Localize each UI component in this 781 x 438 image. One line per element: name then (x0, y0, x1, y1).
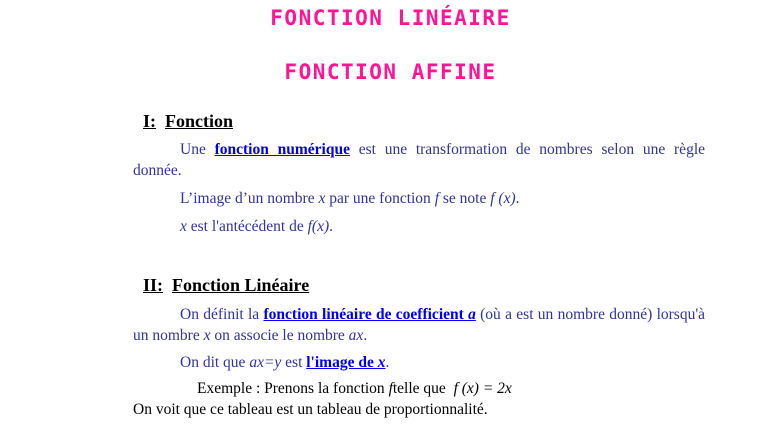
link-text[interactable]: l'image de (306, 354, 378, 371)
text-run: telle que (392, 380, 454, 397)
text-run: Une (180, 141, 215, 158)
math-var: f (434, 190, 439, 207)
math-var[interactable]: a (468, 306, 476, 323)
paragraph-image-notation (133, 188, 705, 209)
paragraph-exemple (133, 378, 705, 399)
paragraph-antecedent (133, 216, 705, 237)
section-number: II: (143, 275, 164, 295)
text-run: Exemple : Prenons la fonction (197, 380, 389, 397)
paragraph-definition-lineaire (133, 304, 705, 346)
math-var: x (180, 218, 187, 235)
section-heading-label: Fonction Linéaire (172, 275, 310, 295)
text-run: On dit que (180, 354, 250, 371)
text-run: . (515, 190, 520, 207)
math-var[interactable]: x (377, 354, 386, 371)
math-var: x (318, 190, 326, 207)
link-image-de-x[interactable] (306, 354, 385, 371)
link-fonction-numerique[interactable]: fonction numérique (214, 141, 350, 158)
math-expression: ax (348, 327, 364, 344)
text-run: (où a est un nombre donné) lorsqu'à un nombre (133, 306, 706, 344)
text-run: L’image d’un nombre (180, 190, 319, 207)
paragraph-image-de-x (133, 352, 705, 373)
section-heading-fonction (143, 109, 705, 133)
page-title-main: FONCTION LINÉAIRE (270, 6, 511, 30)
text-run: est (281, 354, 307, 371)
text-run: . (329, 218, 333, 235)
lesson-content (133, 109, 705, 420)
section-heading-fonction-lineaire (143, 273, 705, 297)
paragraph-proportionnalite (133, 399, 705, 420)
page-title-sub: FONCTION AFFINE (284, 60, 497, 84)
section-heading-label: Fonction (165, 111, 234, 131)
text-run: On voit que ce tableau est un tableau de proportionnalité. (133, 401, 488, 418)
math-expression: f(x) (307, 218, 330, 235)
text-run: . (363, 327, 368, 344)
math-expression: f (x) (490, 190, 516, 207)
text-run: On définit la (180, 306, 264, 323)
text-run: par une fonction (325, 190, 435, 207)
link-fonction-lineaire-coefficient[interactable] (264, 306, 476, 323)
text-run: on associe le nombre (210, 327, 349, 344)
section-number: I: (143, 111, 156, 131)
math-expression: ax=y (249, 354, 282, 371)
math-expression: f (x) = 2x (453, 380, 512, 397)
link-text[interactable]: fonction linéaire de coefficient (263, 306, 469, 323)
math-var: x (203, 327, 211, 344)
text-run: est une transformation de nombres selon une règle donnée. (133, 141, 705, 179)
text-run: . (385, 354, 390, 371)
math-var: f (388, 380, 393, 397)
text-run: est l'antécédent de (186, 218, 308, 235)
paragraph-definition-fonction (133, 139, 705, 181)
text-run: se note (439, 190, 491, 207)
